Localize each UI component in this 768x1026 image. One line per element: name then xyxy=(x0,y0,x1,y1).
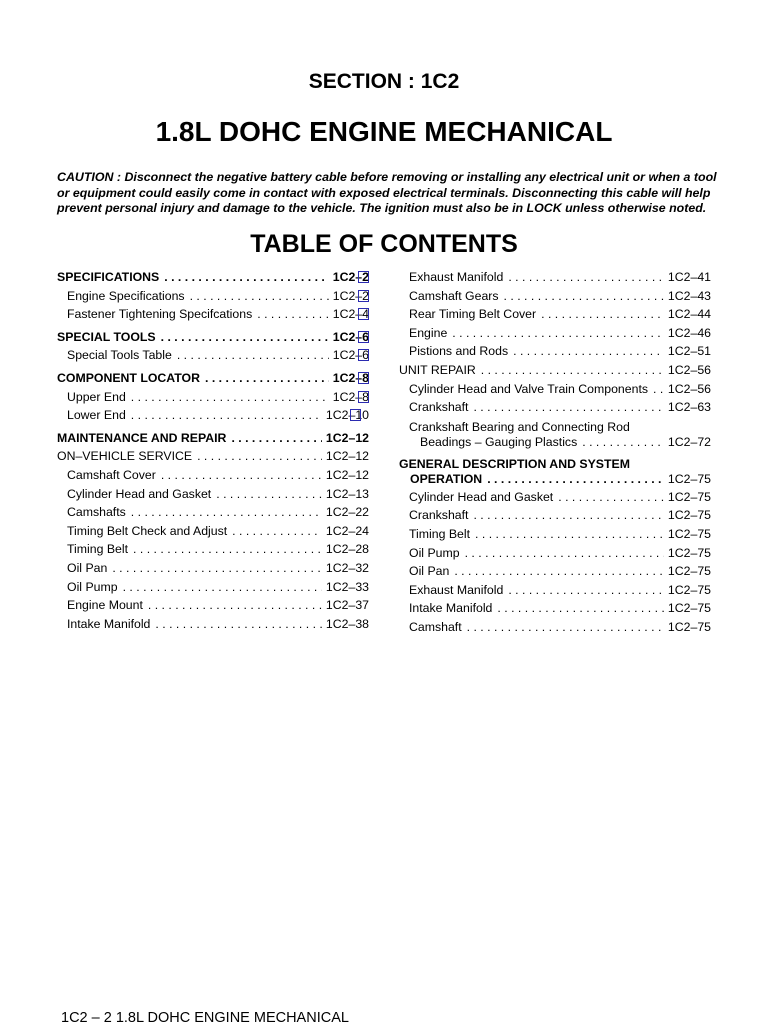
link-box-icon[interactable] xyxy=(358,391,369,403)
toc-entry-camshaft-gears[interactable]: Camshaft Gears . . . 1C2–43 xyxy=(399,287,711,306)
link-box-icon[interactable] xyxy=(358,271,369,283)
toc-entry-gd-oil-pump[interactable]: Oil Pump . . . 1C2–75 xyxy=(399,544,711,563)
toc-entry-crankshaft-unit[interactable]: Crankshaft . . . 1C2–63 xyxy=(399,398,711,417)
toc-entry-crankshaft-bearing[interactable]: Crankshaft Bearing and Connecting Rod Beadings – Gauging Plastics . . . 1C2–72 xyxy=(399,420,711,451)
toc-entry-fastener-tightening[interactable]: Fastener Tightening Specifcations . . . 1C2–4 xyxy=(57,305,369,324)
toc-title: TABLE OF CONTENTS xyxy=(250,230,518,258)
toc-entry-on-vehicle-service[interactable]: ON–VEHICLE SERVICE . . . 1C2–12 xyxy=(57,447,369,466)
caution-text: CAUTION : Disconnect the negative battery cable before removing or installing any electrical unit or when a tool or equipment could easily come in contact with exposed electrical terminals. Disconnecting this cable will help prevent personal injury and damage to the vehicle. The ignition must also be in LOCK unless otherwise noted. xyxy=(57,170,717,215)
link-box-icon[interactable] xyxy=(350,409,361,421)
toc-entry-engine[interactable]: Engine . . . 1C2–46 xyxy=(399,324,711,343)
toc-entry-lower-end[interactable]: Lower End . . . 1C2–10 xyxy=(57,406,369,425)
toc-entry-special-tools[interactable]: SPECIAL TOOLS . . . 1C2–6 xyxy=(57,328,369,347)
toc-entry-gd-camshaft[interactable]: Camshaft . . . 1C2–75 xyxy=(399,618,711,637)
toc-entry-rear-timing-belt-cover[interactable]: Rear Timing Belt Cover . . . 1C2–44 xyxy=(399,305,711,324)
toc-entry-specifications[interactable]: SPECIFICATIONS . . . 1C2–2 xyxy=(57,268,369,287)
page-title: 1.8L DOHC ENGINE MECHANICAL xyxy=(155,116,613,147)
toc-entry-timing-belt-check[interactable]: Timing Belt Check and Adjust . . . 1C2–24 xyxy=(57,522,369,541)
section-label: SECTION : 1C2 xyxy=(308,70,460,93)
toc-entry-maintenance-and-repair[interactable]: MAINTENANCE AND REPAIR . . . 1C2–12 xyxy=(57,429,369,448)
toc-entry-cylinder-head-gasket[interactable]: Cylinder Head and Gasket . . . 1C2–13 xyxy=(57,485,369,504)
toc-entry-gd-intake-manifold[interactable]: Intake Manifold . . . 1C2–75 xyxy=(399,599,711,618)
toc-entry-engine-mount[interactable]: Engine Mount . . . 1C2–37 xyxy=(57,596,369,615)
toc-entry-gd-oil-pan[interactable]: Oil Pan . . . 1C2–75 xyxy=(399,562,711,581)
link-box-icon[interactable] xyxy=(358,290,369,302)
toc-entry-special-tools-table[interactable]: Special Tools Table . . . 1C2–6 xyxy=(57,346,369,365)
toc-entry-gd-timing-belt[interactable]: Timing Belt . . . 1C2–75 xyxy=(399,525,711,544)
toc-entry-oil-pan[interactable]: Oil Pan . . . 1C2–32 xyxy=(57,559,369,578)
toc-entry-gd-exhaust-manifold[interactable]: Exhaust Manifold . . . 1C2–75 xyxy=(399,581,711,600)
toc-entry-upper-end[interactable]: Upper End . . . 1C2–8 xyxy=(57,388,369,407)
link-box-icon[interactable] xyxy=(358,372,369,384)
toc-entry-cylinder-head-valve-train[interactable]: Cylinder Head and Valve Train Components . . . 1C2–56 xyxy=(399,380,711,399)
toc-entry-general-description[interactable]: GENERAL DESCRIPTION AND SYSTEM OPERATION . . . 1C2–75 xyxy=(399,457,711,488)
page-footer: 1C2 – 2 1.8L DOHC ENGINE MECHANICAL xyxy=(61,1010,349,1026)
toc-entry-component-locator[interactable]: COMPONENT LOCATOR . . . 1C2–8 xyxy=(57,369,369,388)
toc-entry-unit-repair[interactable]: UNIT REPAIR . . . 1C2–56 xyxy=(399,361,711,380)
link-box-icon[interactable] xyxy=(358,349,369,361)
toc-entry-intake-manifold[interactable]: Intake Manifold . . . 1C2–38 xyxy=(57,615,369,634)
toc-entry-gd-crankshaft[interactable]: Crankshaft . . . 1C2–75 xyxy=(399,506,711,525)
toc-right-column xyxy=(399,268,711,637)
toc-entry-oil-pump[interactable]: Oil Pump . . . 1C2–33 xyxy=(57,578,369,597)
link-box-icon[interactable] xyxy=(358,331,369,343)
toc-entry-camshaft-cover[interactable]: Camshaft Cover . . . 1C2–12 xyxy=(57,466,369,485)
toc-left-column xyxy=(57,268,369,633)
toc-entry-camshafts[interactable]: Camshafts . . . 1C2–22 xyxy=(57,503,369,522)
toc-entry-pistions-and-rods[interactable]: Pistions and Rods . . . 1C2–51 xyxy=(399,342,711,361)
toc-entry-exhaust-manifold[interactable]: Exhaust Manifold . . . 1C2–41 xyxy=(399,268,711,287)
toc-entry-timing-belt[interactable]: Timing Belt . . . 1C2–28 xyxy=(57,540,369,559)
toc-entry-gd-cylinder-head[interactable]: Cylinder Head and Gasket . . . 1C2–75 xyxy=(399,488,711,507)
link-box-icon[interactable] xyxy=(358,308,369,320)
toc-entry-engine-specifications[interactable]: Engine Specifications . . . 1C2–2 xyxy=(57,287,369,306)
